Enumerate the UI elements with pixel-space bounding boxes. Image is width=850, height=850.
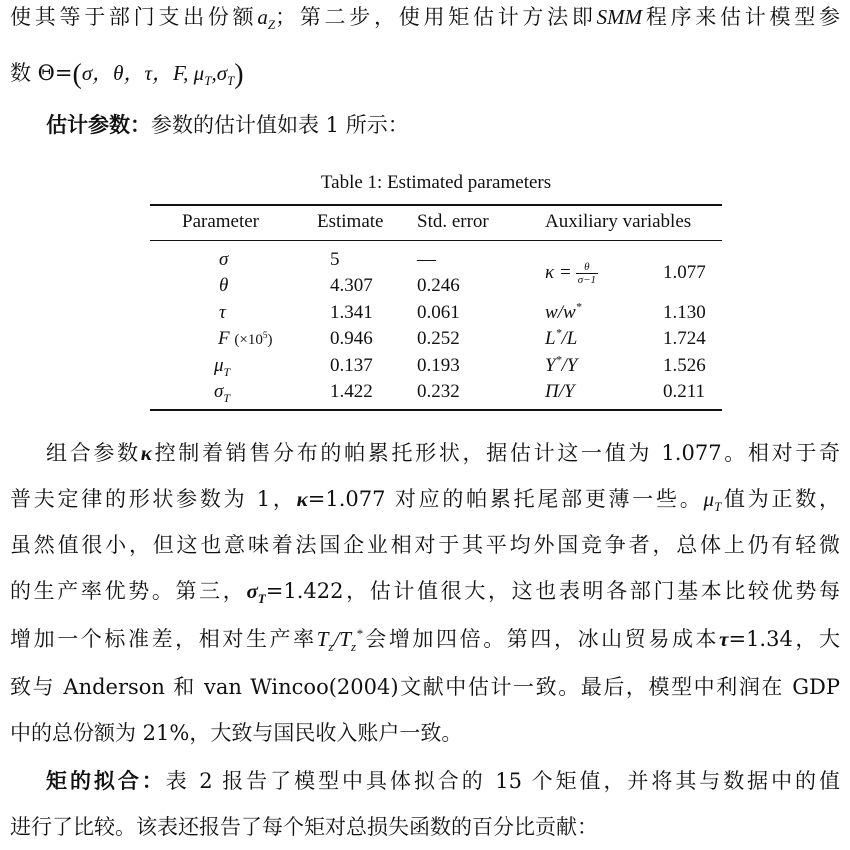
kappa-fraction: $\frac{\theta}{\sigma-1}$ [577, 261, 597, 286]
text-span: 数 Θ= [10, 61, 73, 85]
std-error-value: 0.061 [417, 302, 460, 323]
table-top-rule [150, 204, 722, 206]
paragraph-line: 致与 Anderson 和 van Wincoo(2004)文献中估计一致。最后，模型中利润在 GDP [10, 675, 840, 699]
moments-intro [46, 766, 840, 796]
estimate-value: 4.307 [330, 275, 373, 296]
aux-output-ratio: Y*/Y [545, 353, 578, 376]
param-sigma-t: $\sigma_T$ [214, 381, 230, 405]
aux-value: 1.130 [663, 302, 706, 323]
header-estimate: Estimate [317, 211, 384, 232]
paragraph-line: 的生产率优势。第三，$\sigma_T=1.422$，估计值很大，这也表明各部门基本比较优势每 [10, 579, 840, 607]
table-bottom-rule [150, 409, 722, 411]
header-parameter: Parameter [182, 211, 260, 232]
section-text: 参数的估计值如表 1 所示： [151, 113, 409, 137]
aux-value: 1.077 [663, 262, 706, 283]
param-f: F $(\times 10^5)$ [218, 328, 273, 349]
aux-value: 1.724 [663, 328, 706, 349]
estimate-value: 5 [330, 249, 340, 270]
param-theta: θ [219, 275, 229, 296]
std-error-value: 0.246 [417, 275, 460, 296]
parameter-vector: σ，θ，τ，F, $\mu_T,\sigma_T$ [81, 61, 235, 89]
aux-wage-ratio: w/w* [545, 300, 582, 323]
paragraph-line: 组合参数κ控制着销售分布的帕累托形状，据估计这一值为 1.077。相对于奇 [46, 441, 841, 465]
estimates-intro [46, 110, 826, 140]
param-sigma: σ [219, 249, 229, 270]
header-std-error: Std. error [417, 211, 489, 232]
text-span: ；第二步，使用矩估计方法即 [275, 5, 597, 29]
header-auxiliary: Auxiliary variables [545, 211, 692, 232]
paragraph-line [10, 2, 840, 32]
std-error-value: 0.232 [417, 381, 460, 402]
aux-profit-share: Π/Y [545, 381, 575, 402]
std-error-value: 0.252 [417, 328, 460, 349]
aux-value: 0.211 [663, 381, 706, 402]
math-var: $a_Z$ [257, 5, 276, 33]
aux-labor-ratio: L*/L [545, 326, 578, 349]
table-caption: Table 1: Estimated parameters [320, 172, 552, 193]
paragraph-line: 中的总份额为 21%，大致与国民收入账户一致。 [10, 721, 463, 745]
aux-value: 1.526 [663, 355, 706, 376]
param-tau: τ [219, 302, 226, 323]
section-heading: 估计参数： [46, 112, 151, 137]
std-error-value: 0.193 [417, 355, 460, 376]
estimate-value: 1.341 [330, 302, 373, 323]
table-header-rule [150, 240, 722, 241]
paragraph-line: 虽然值很小，但这也意味着法国企业相对于其平均外国竞争者，总体上仍有轻微 [10, 533, 840, 557]
param-mu-t: $\mu_T$ [214, 355, 231, 379]
std-error-value: — [417, 249, 436, 270]
estimate-value: 1.422 [330, 381, 373, 402]
text-span: 使其等于部门支出份额 [10, 5, 258, 29]
aux-kappa: κ = $\frac{\theta}{\sigma-1}$ [545, 261, 597, 286]
paragraph-line: 数 Θ=(σ，θ，τ，F, $\mu_T,\sigma_T$) [10, 59, 244, 90]
estimate-value: 0.137 [330, 355, 373, 376]
estimate-value: 0.946 [330, 328, 373, 349]
text-span: 程序来估计模型参 [642, 5, 841, 29]
smm-term: SMM [596, 5, 643, 29]
section-text: 表 2 报告了模型中具体拟合的 15 个矩值，并将其与数据中的值 [165, 769, 840, 793]
paragraph-line: 增加一个标准差，相对生产率$T_z/T_z^*$会增加四倍。第四，冰山贸易成本τ=1.34，大 [10, 626, 841, 655]
paragraph-line: 普夫定律的形状参数为 1，κ=1.077 对应的帕累托尾部更薄一些。$\mu_T$值为正数， [10, 487, 841, 515]
section-heading: 矩的拟合： [46, 768, 166, 793]
paragraph-line: 进行了比较。该表还报告了每个矩对总损失函数的百分比贡献： [10, 815, 598, 839]
